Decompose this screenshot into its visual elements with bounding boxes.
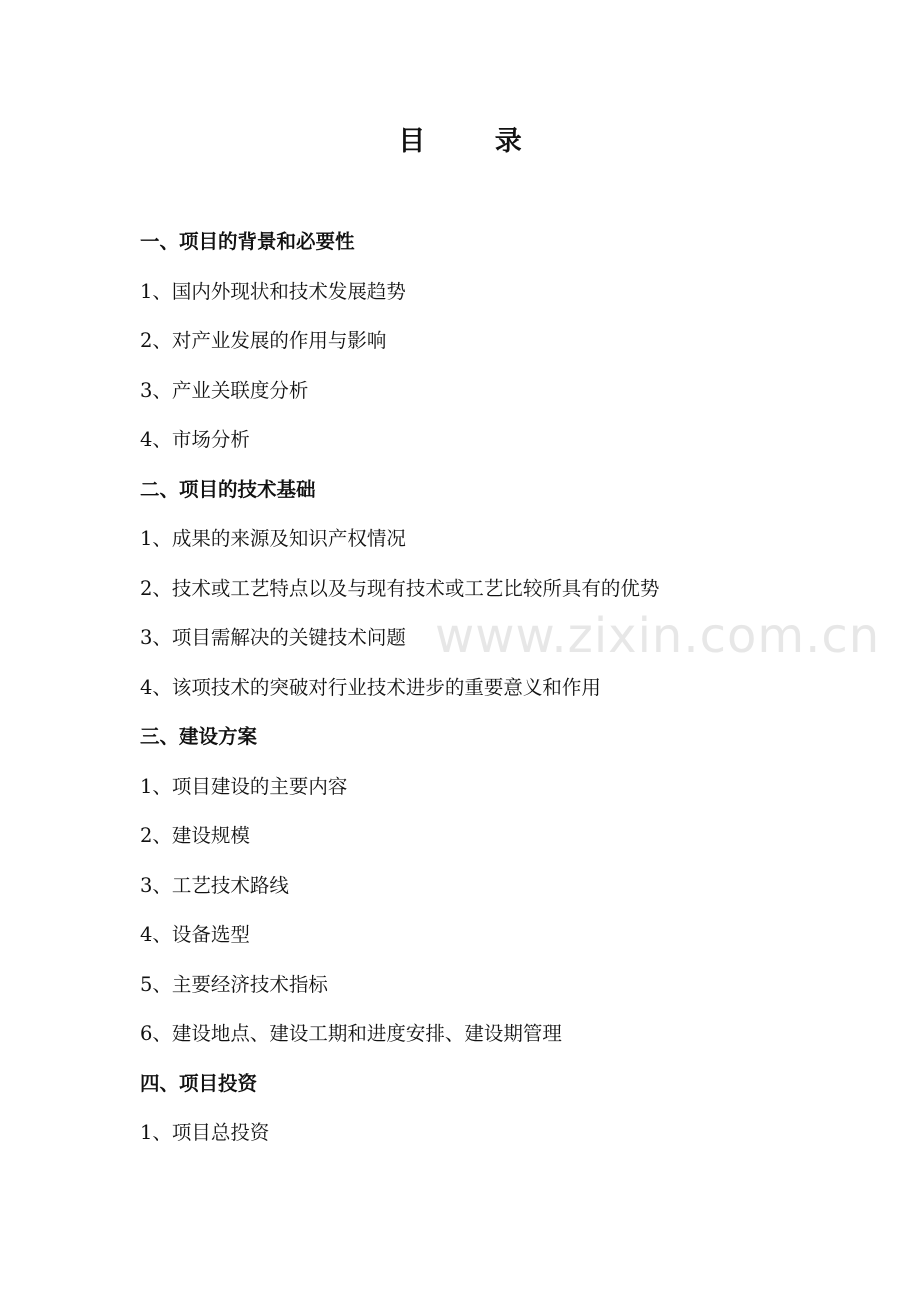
toc-item: 1、国内外现状和技术发展趋势: [140, 279, 406, 303]
toc-item: 1、项目建设的主要内容: [140, 774, 348, 798]
page-title: 目 录: [398, 126, 552, 157]
toc-item: 4、设备选型: [140, 923, 250, 946]
toc-item: 4、该项技术的突破对行业技术进步的重要意义和作用: [140, 675, 601, 699]
table-of-contents: [140, 225, 840, 1166]
toc-item: 5、主要经济技术指标: [140, 972, 328, 996]
toc-item: 3、产业关联度分析: [140, 378, 309, 402]
toc-item: 3、工艺技术路线: [140, 873, 289, 897]
toc-section-heading: 二、项目的技术基础: [140, 477, 316, 501]
toc-item: 1、成果的来源及知识产权情况: [140, 527, 406, 550]
toc-section-heading: 一、项目的背景和必要性: [140, 230, 355, 253]
toc-item: 2、技术或工艺特点以及与现有技术或工艺比较所具有的优势: [140, 576, 660, 600]
toc-item: 2、建设规模: [140, 824, 250, 847]
toc-item: 4、市场分析: [140, 428, 250, 451]
toc-item: 2、对产业发展的作用与影响: [140, 329, 387, 352]
toc-item: 1、项目总投资: [140, 1121, 270, 1144]
toc-section-heading: 三、建设方案: [140, 725, 258, 748]
toc-item: 3、项目需解决的关键技术问题: [140, 626, 406, 649]
watermark: www.zixin.com.cn: [435, 608, 881, 664]
toc-item: 6、建设地点、建设工期和进度安排、建设期管理: [140, 1022, 562, 1045]
toc-section-heading: 四、项目投资: [140, 1071, 258, 1095]
